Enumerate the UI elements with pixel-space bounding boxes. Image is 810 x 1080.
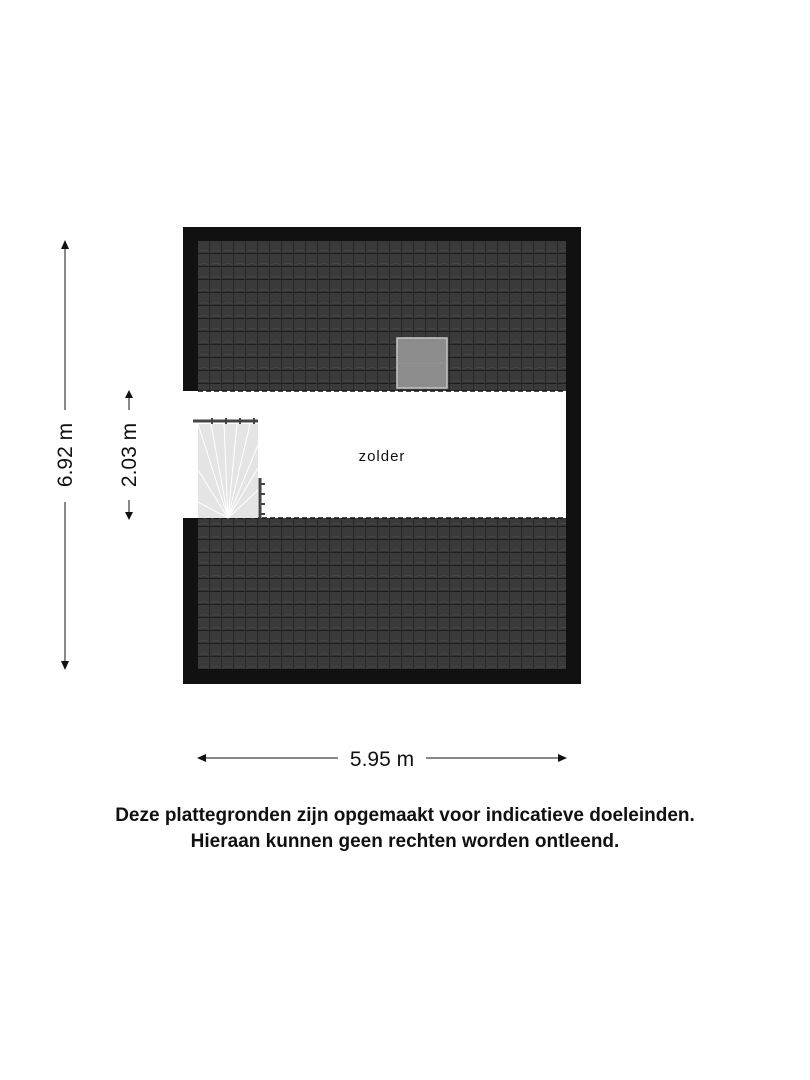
dimension-total-width (197, 748, 567, 771)
disclaimer-line-1: Deze plattegronden zijn opgemaakt voor indicatieve doeleinden. (115, 805, 695, 826)
staircase (193, 418, 265, 518)
roof-lower (198, 518, 566, 669)
disclaimer-line-2: Hieraan kunnen geen rechten worden ontleend. (190, 831, 620, 852)
dimension-label-total-height: 6.92 m (54, 422, 77, 488)
dimension-total-height (54, 240, 77, 670)
dimension-label-room-height: 2.03 m (118, 422, 141, 488)
dimension-label-total-width: 5.95 m (349, 748, 415, 771)
dimension-room-height (118, 390, 141, 520)
roof-upper (198, 241, 566, 391)
room-label: zolder (358, 448, 406, 465)
